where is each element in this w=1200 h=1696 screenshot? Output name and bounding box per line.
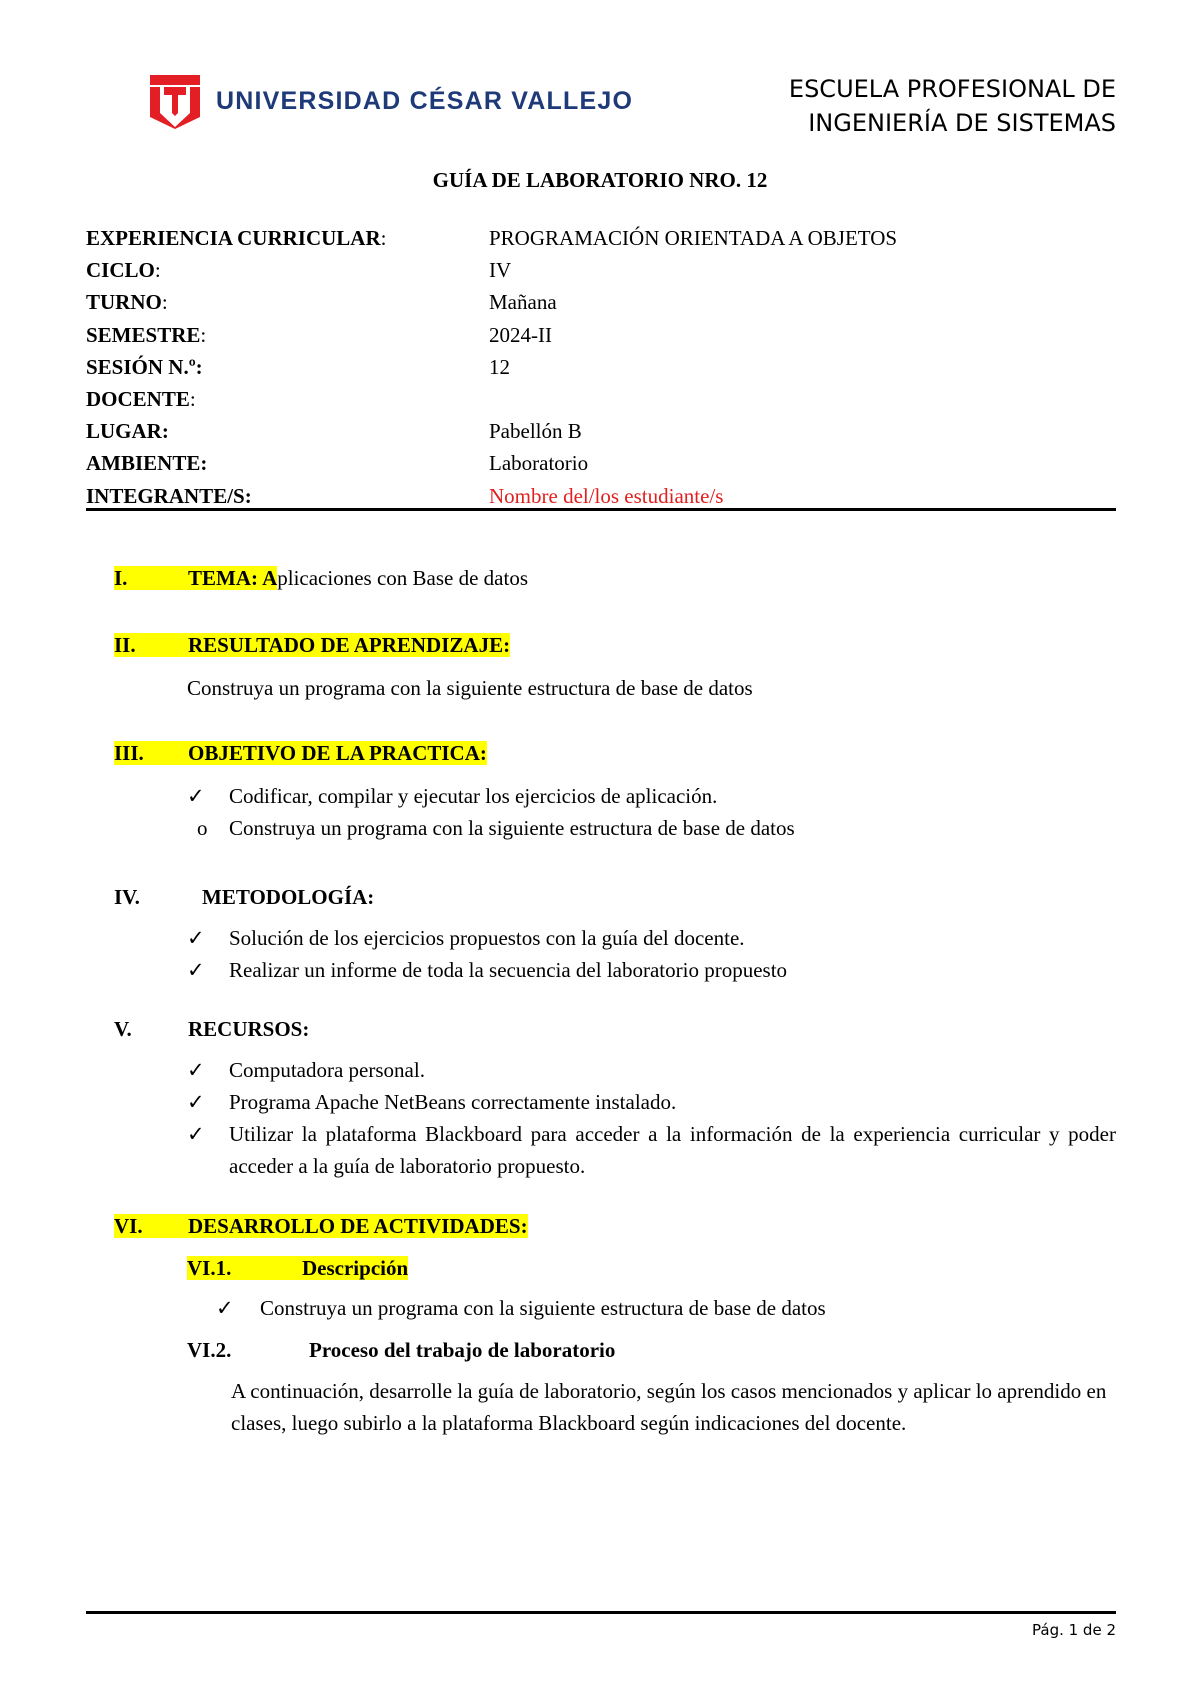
section-resultado: II. RESULTADO DE APRENDIZAJE: — [114, 633, 511, 657]
info-row: SESIÓN N.º: 12 — [86, 354, 510, 379]
course-info-table — [86, 222, 1116, 512]
section-recursos: V. RECURSOS: — [114, 1017, 310, 1041]
proceso-text: A continuación, desarrolle la guía de laboratorio, según los casos mencionados y aplicar lo aprendido en clases, luego subirlo a la plataforma Blackboard según indicaciones del docente. — [231, 1379, 1107, 1435]
section-metodologia: IV. METODOLOGÍA: — [114, 885, 375, 909]
subsection-proceso: VI.2. Proceso del trabajo de laboratorio — [187, 1338, 616, 1362]
checkmark-icon: ✓ — [187, 958, 205, 982]
section-desarrollo: VI. DESARROLLO DE ACTIVIDADES: — [114, 1214, 528, 1238]
checkmark-icon: ✓ — [216, 1296, 234, 1320]
info-row: LUGAR: Pabellón B — [86, 419, 582, 444]
info-row: INTEGRANTE/S: Nombre del/los estudiante/s — [86, 480, 1116, 512]
circle-bullet-icon: o — [197, 816, 208, 840]
checkmark-icon: ✓ — [187, 1090, 205, 1114]
info-row: AMBIENTE: Laboratorio — [86, 451, 589, 476]
document-page: UNIVERSIDAD CÉSAR VALLEJO ESCUELA PROFESIONAL DE INGENIERÍA DE SISTEMAS GUÍA DE LABORATORIO NRO. 12 EXPERIENCIA CURRICULAR: PROGRAMACIÓN ORIENTADA A OBJETOS CICLO: IV TURNO: Mañana SEMESTRE: 2024-II SESIÓN N.º: 12 DOCENTE: LUGAR: Pabellón B AMBIENTE: Laboratorio INTEGRANTE/S: Nombre del/los estudiante/s I. TEMA: Aplicaciones con Base de datos II. RESULTADO DE APRENDIZAJE: Construya un programa con la siguiente estructura de base de datos III. OBJETIVO DE LA PRACTICA: ✓ Codificar, compilar y ejecutar los ejercicios de aplicación. o Construya un programa con la siguiente estructura de base de datos IV. METODOLOGÍA: ✓ Solución de los ejercicios propuestos con la guía del docente. ✓ Realizar un informe de toda la secuencia del laboratorio propuesto V. RECURSOS: ✓ Computadora personal. ✓ Programa Apache NetBeans correctamente instalado. ✓ Utilizar la plataforma Blackboard para acceder a la información de la experiencia curricular y poder acceder a la guía de laboratorio propuesto. VI. DESARROLLO DE ACTIVIDADES: VI.1. Descripción ✓ Construya un programa con la siguiente estructura de base de datos VI.2. Proceso del trabajo de laboratorio A continuación, desarrolle la guía de laboratorio, según los casos mencionados y aplicar lo aprendido en clases, luego subirlo a la plataforma Blackboard según indicaciones del docente. Pág. 1 de 2 — [0, 0, 1200, 1696]
checkmark-icon: ✓ — [187, 1122, 205, 1146]
ucv-shield-icon — [148, 73, 202, 129]
resultado-text: Construya un programa con la siguiente estructura de base de datos — [187, 676, 753, 700]
header-divider — [86, 508, 1116, 511]
info-row: CICLO: IV — [86, 258, 512, 283]
section-tema: I. TEMA: Aplicaciones con Base de datos — [114, 566, 528, 590]
subsection-descripcion: VI.1. Descripción — [187, 1256, 409, 1280]
info-row: EXPERIENCIA CURRICULAR: PROGRAMACIÓN ORIENTADA A OBJETOS — [86, 226, 898, 250]
document-title: GUÍA DE LABORATORIO NRO. 12 — [432, 168, 768, 192]
page-number: Pág. 1 de 2 — [1032, 1621, 1116, 1639]
checkmark-icon: ✓ — [187, 926, 205, 950]
university-logo — [148, 73, 633, 129]
info-row: SEMESTRE: 2024-II — [86, 322, 552, 347]
checkmark-icon: ✓ — [187, 1058, 205, 1082]
section-objetivo: III. OBJETIVO DE LA PRACTICA: — [114, 741, 487, 765]
checkmark-icon: ✓ — [187, 784, 205, 808]
info-row: TURNO: Mañana — [86, 290, 557, 315]
school-name: ESCUELA PROFESIONAL DE INGENIERÍA DE SISTEMAS — [788, 75, 1116, 137]
info-row: DOCENTE: — [86, 386, 196, 411]
university-name: UNIVERSIDAD CÉSAR VALLEJO — [216, 86, 634, 115]
footer-divider — [86, 1611, 1116, 1614]
student-names: Nombre del/los estudiante/s — [489, 483, 724, 508]
